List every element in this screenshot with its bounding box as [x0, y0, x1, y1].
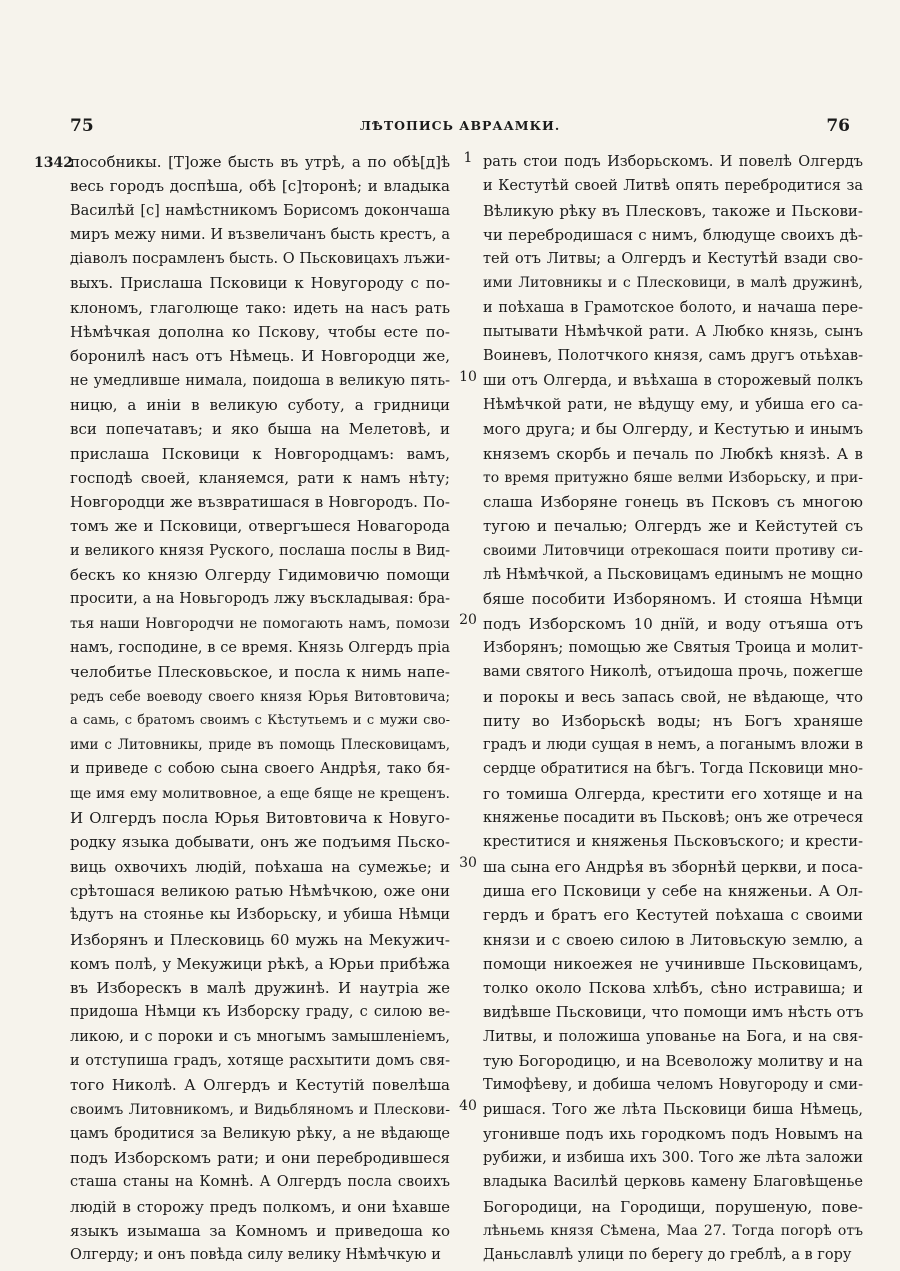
text-line: пытывати Нѣмѣчкой рати. А Любко князь, сынъ	[483, 324, 863, 341]
text-line: княженье посадити въ Пьсковѣ; онъ же отречеся	[483, 810, 863, 827]
text-line: господѣ своей, кланяемся, рати к намъ нѣту;	[70, 468, 450, 487]
text-line: Нѣмѣчкая дополна ко Пскову, чтобы есте по-	[70, 323, 450, 342]
text-line: И Олгердъ посла Юрья Витовтовича к Новуго-	[70, 809, 450, 828]
text-line: ницю, а иніи в великую суботу, а гридници	[70, 395, 450, 414]
text-line: и Кестутѣй своей Литвѣ опять перебродитися за	[483, 178, 863, 195]
text-line: княземъ скорбь и печаль по Любкѣ князѣ. А в	[483, 444, 863, 463]
text-line: Тимофѣеву, и добиша челомъ Новугороду и сми-	[483, 1077, 863, 1094]
text-line: не умедливше нимала, поидоша в великую пять-	[70, 372, 450, 389]
text-line: чи перебродишася с нимъ, блюдуще своихъ дѣ-	[483, 225, 863, 244]
text-line: толко около Пскова хлѣбъ, сѣно истравиша; и	[483, 979, 863, 998]
text-line: Литвы, и положиша упованье на Бога, и на свя-	[483, 1028, 863, 1045]
text-line: и отступиша градъ, хотяще расхытити домъ свя-	[70, 1052, 450, 1069]
text-line: боронилѣ насъ отъ Нѣмець. И Новгородци же,	[70, 347, 450, 366]
text-line: Новгородци же възвратишася в Новгородъ. По-	[70, 493, 450, 512]
text-line: тья наши Новгородчи не помогають намъ, помози	[70, 615, 450, 632]
line-number: 40	[455, 1098, 481, 1114]
text-line: вси попечатавъ; и яко быша на Мелетовѣ, и	[70, 420, 450, 439]
text-line: тей отъ Литвы; а Олгердъ и Кестутѣй взади сво-	[483, 251, 863, 268]
page-number-right: 76	[826, 116, 850, 136]
text-line: питу во Изборьскѣ воды; нъ Богъ храняше	[483, 711, 863, 730]
text-line: комъ полѣ, у Мекужици рѣкѣ, а Юрьи прибѣжа	[70, 954, 450, 973]
text-line: гердъ и братъ его Кестутей поѣхаша с своими	[483, 906, 863, 925]
text-line: родку языка добывати, онъ же подъимя Пьско-	[70, 833, 450, 852]
text-line: бяше пособити Изборяномъ. И стояша Нѣмци	[483, 590, 863, 609]
text-line: того Николѣ. А Олгердъ и Кестутій повелѣша	[70, 1076, 450, 1095]
text-line: лѣньемь князя Сѣмена, Маа 27. Тогда погорѣ отъ	[483, 1223, 863, 1240]
text-line: князи и с своею силою в Литовьскую землю, а	[483, 930, 863, 949]
text-line: Изборянъ; помощью же Святыя Троица и молит-	[483, 639, 863, 656]
text-line: миръ межу ними. И възвеличанъ бысть крестъ, а	[70, 226, 450, 243]
text-line: цамъ бродитися за Великую рѣку, а не вѣдающе	[70, 1125, 450, 1142]
text-line: помощи никоежея не учинивше Пьсковицамъ,	[483, 954, 863, 973]
text-line: намъ, господине, в се время. Князь Олгердъ пріа	[70, 639, 450, 656]
text-line: рать стои подъ Изборьскомъ. И повелѣ Олгердъ	[483, 154, 863, 170]
text-line: челобитье Плесковьское, и посла к нимь напе-	[70, 663, 450, 682]
text-line: срѣтошася великою ратью Нѣмѣчкою, оже они	[70, 881, 450, 900]
text-line: діаволъ посрамленъ бысть. О Пьсковицахъ лъжи-	[70, 251, 450, 268]
text-line: Олгерду; и онъ повѣда силу велику Нѣмѣчкую и	[70, 1247, 441, 1264]
text-line: ѣдутъ на стоянье кы Изборьску, и убиша Нѣмци	[70, 907, 450, 924]
text-line: ликою, и с пороки и съ многымъ замышленіемъ,	[70, 1028, 450, 1045]
text-line: диша его Псковици у себе на княженьи. А Ол-	[483, 881, 863, 900]
page-header	[70, 116, 850, 138]
text-line: выхъ. Прислаша Псковици к Новугороду с по-	[70, 274, 450, 293]
text-line: мого друга; и бы Олгерду, и Кестутью и инымъ	[483, 420, 863, 439]
line-number: 10	[455, 369, 481, 385]
text-line: лѣ Нѣмѣчкой, а Пьсковицамъ единымъ не мощно	[483, 567, 863, 584]
text-line: въ Изборескъ в малѣ дружинѣ. И наутріа же	[70, 979, 450, 998]
text-line: Вѣликую рѣку въ Плесковъ, такоже и Пьскови-	[483, 201, 863, 220]
text-line: и порокы и весь запась свой, не вѣдающе, что	[483, 687, 863, 706]
text-line: сташа станы на Комнѣ. А Олгердъ посла своихъ	[70, 1174, 450, 1191]
text-line: ришася. Того же лѣта Пьсковици биша Нѣмець,	[483, 1101, 863, 1118]
text-line: Даньславлѣ улици по берегу до греблѣ, а в гору	[483, 1247, 852, 1264]
text-line: ще имя ему молитвовное, а еще бяще не крещенъ.	[70, 785, 450, 802]
text-line: весь городъ доспѣша, обѣ [с]торонѣ; и владыка	[70, 177, 450, 196]
text-line: тугою и печалью; Олгердъ же и Кейстутей съ	[483, 517, 863, 536]
line-number: 1	[455, 150, 481, 166]
text-line: Нѣмѣчкой рати, не вѣдущу ему, и убиша его са-	[483, 396, 863, 413]
line-number: 20	[455, 612, 481, 628]
text-line: то время притужно бяше велми Изборьску, и при-	[483, 469, 863, 486]
page-number-left: 75	[70, 116, 94, 136]
text-line: ши отъ Олгерда, и въѣхаша в сторожевый полкъ	[483, 372, 863, 389]
running-title: ЛѢТОПИСЬ АВРААМКИ.	[359, 118, 561, 133]
text-line: а самь, с братомъ своимъ с Кѣстутьемъ и с мужи сво-	[70, 712, 450, 728]
text-line: своимъ Литовникомъ, и Видьбляномъ и Плескови-	[70, 1101, 450, 1118]
text-line: Богородици, на Городищи, порушеную, пове-	[483, 1197, 863, 1216]
text-line: Изборянъ и Плесковиць 60 мужь на Мекужич-	[70, 930, 450, 949]
text-line: томъ же и Псковици, отвергъшеся Новагорода	[70, 517, 450, 536]
text-line: виць охвочихъ людій, поѣхаша на сумежье; и	[70, 857, 450, 876]
text-line: вами святого Николѣ, отъидоша прочь, пожегше	[483, 664, 863, 681]
text-line: сердце обратитися на бѣгъ. Тогда Псковици мно-	[483, 761, 863, 778]
text-line: владыка Василѣй церковь камену Благовѣщенье	[483, 1174, 863, 1191]
text-line: го томиша Олгерда, крестити его хотяще и на	[483, 784, 863, 803]
text-line: слаша Изборяне гонець въ Псковъ съ многою	[483, 493, 863, 512]
text-line: креститися и княженья Пьсковъского; и крести-	[483, 834, 863, 851]
text-line: Василѣй [с] намѣстникомъ Борисомъ докончаша	[70, 202, 450, 219]
text-line: рубижи, и избиша ихъ 300. Того же лѣта заложи	[483, 1150, 863, 1167]
left-text-column	[70, 150, 450, 1268]
text-line: людій в сторожу предъ полкомъ, и они ѣхавше	[70, 1197, 450, 1216]
text-line: пособникы. [Т]оже бысть въ утрѣ, а по обѣ[д]ѣ	[70, 153, 450, 171]
margin-year: 1342	[34, 155, 73, 171]
text-line: и поѣхаша в Грамотское болото, и начаша пере-	[483, 299, 863, 316]
text-line: Воиневъ, Полотчкого князя, самъ другъ отьѣхав-	[483, 348, 863, 365]
text-line: видѣвше Пьсковици, что помощи имъ нѣсть отъ	[483, 1003, 863, 1022]
text-line: ими с Литовникы, приде въ помощь Плесковицамъ,	[70, 737, 450, 754]
text-line: тую Богородицю, и на Всеволожу молитву и на	[483, 1051, 863, 1070]
text-line: подъ Изборскомъ рати; и они перебродившеся	[70, 1149, 450, 1168]
right-text-column	[483, 150, 863, 1268]
text-line: и приведе с собою сына своего Андрѣя, тако бя-	[70, 761, 450, 778]
text-line: своими Литовчици отрекошася поити противу си-	[483, 542, 863, 559]
text-line: ша сына его Андрѣя въ зборнѣй церкви, и поса-	[483, 857, 863, 876]
text-line: прислаша Псковици к Новгородцамъ: вамъ,	[70, 444, 450, 463]
text-line: ими Литовникы и с Плесковици, в малѣ дружинѣ,	[483, 275, 863, 292]
line-number: 30	[455, 855, 481, 871]
text-line: просити, а на Новьгородъ лжу въскладывая: бра-	[70, 591, 450, 608]
text-line: градъ и люди сущая в немъ, а поганымъ вложи в	[483, 737, 863, 754]
text-line: и великого князя Руского, послаша послы в Вид-	[70, 542, 450, 559]
text-line: редъ себе воеводу своего князя Юрья Витовтовича;	[70, 688, 450, 705]
text-line: подъ Изборскомъ 10 днїй, и воду отъяша отъ	[483, 614, 863, 633]
text-line: угонивше подъ ихь городкомъ подъ Новымъ на	[483, 1124, 863, 1143]
text-line: языкъ изымаша за Комномъ и приведоша ко	[70, 1222, 450, 1241]
text-line: бескъ ко князю Олгерду Гидимовичю помощи	[70, 566, 450, 585]
text-line: клономъ, глаголюще тако: идеть на насъ рать	[70, 298, 450, 317]
text-line: придоша Нѣмци къ Изборску граду, с силою ве-	[70, 1004, 450, 1021]
